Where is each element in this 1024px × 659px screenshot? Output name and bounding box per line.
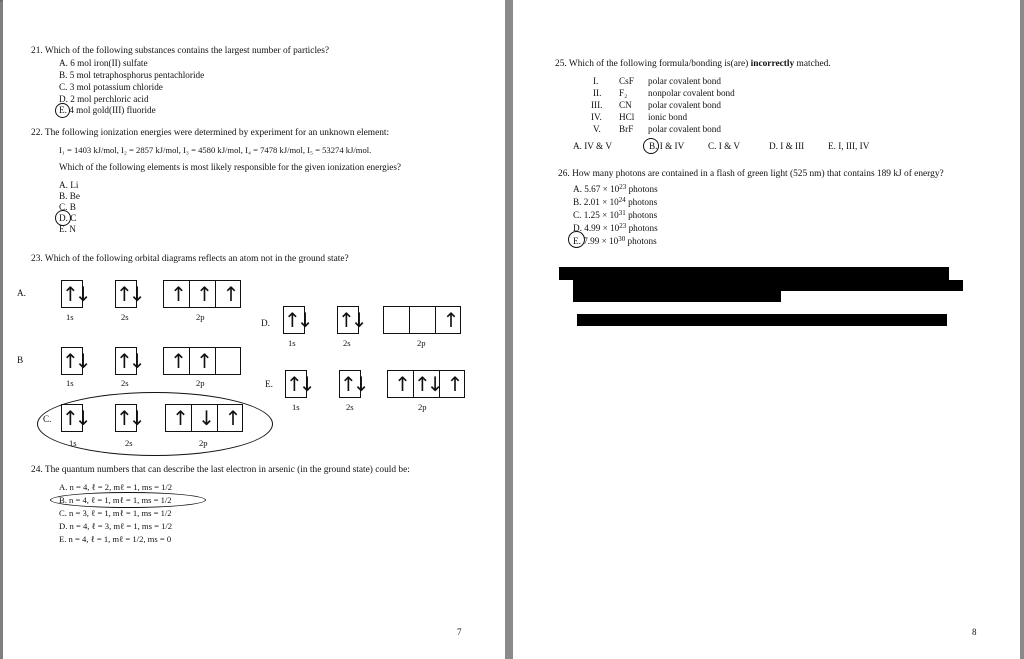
q23-e-2p-box: ↑ ↑↓ ↑ [387,370,465,398]
q26-answer-circle [568,231,585,248]
q23-e-2s-label: 2s [346,402,354,412]
redaction-bar [577,314,947,326]
q23-letter-d: D. [261,318,270,328]
q23-letter-a: A. [17,288,26,298]
q22-question: Which of the following elements is most likely responsible for the given ionization energies? [59,162,401,172]
q25-row-4-num: IV. [591,112,602,122]
page-number-right: 8 [972,627,977,637]
q23-b-2p-box: ↑ ↑ [163,347,241,375]
q23-e-2s-box: ↑↓ [340,372,366,396]
q25-answer-a: A. IV & V [573,141,612,151]
q23-d-2s-label: 2s [343,338,351,348]
q25-row-5-formula: BrF [619,124,634,134]
q25-answer-circle [643,138,659,154]
q23-c-1s-box: ↑↓ [62,406,88,430]
q22-option-a: A. Li [59,180,79,190]
q21-stem: 21. Which of the following substances contains the largest number of particles? [31,46,330,56]
page-gutter [505,0,513,659]
q26-stem: 26. How many photons are contained in a flash of green light (525 nm) that contains 189 kJ of energy? [558,169,944,179]
q25-stem: 25. Which of the following formula/bonding is(are) incorrectly matched. [555,59,831,69]
q25-row-4-formula: HCl [619,112,635,122]
q23-a-2s-box: ↑↓ [116,282,142,306]
q24-option-b: B. n = 4, ℓ = 1, mℓ = 1, ms = 1/2 [59,495,172,505]
page-number-left: 7 [457,627,462,637]
q25-row-2-bond: nonpolar covalent bond [648,88,735,98]
q25-answer-b: B. I & IV [649,141,685,151]
q24-option-a: A. n = 4, ℓ = 2, mℓ = 1, ms = 1/2 [59,482,173,492]
q25-row-5-bond: polar covalent bond [648,124,721,134]
q22-option-d: D. C [59,213,77,223]
q23-answer-ellipse [37,392,273,456]
q23-c-2s-box: ↑↓ [116,406,142,430]
q25-row-1-formula: CsF [619,76,634,86]
q25-row-2-num: II. [593,88,602,98]
q25-row-3-num: III. [591,100,603,110]
q21-answer-circle [55,103,70,118]
q25-answer-d: D. I & III [769,141,805,151]
q25-row-5-num: V. [593,124,601,134]
q23-a-2s-label: 2s [121,312,129,322]
q23-c-2p-label: 2p [199,438,208,448]
q22-option-c: C. B [59,202,76,212]
q26-option-d: D. $4.99 \times 10^{23}$ photons [573,222,658,233]
q23-a-1s-box: ↑↓ [62,282,88,306]
q23-d-2s-box: ↑↓ [338,308,364,332]
q23-d-1s-box: ↑↓ [284,308,310,332]
q21-option-e: E. 4 mol gold(III) fluoride [59,105,156,115]
q26-option-c: C. $1.25 \times 10^{31}$ photons [573,209,658,220]
q24-stem: 24. The quantum numbers that can describe the last electron in arsenic (in the ground state) could be: [31,465,410,475]
q23-c-1s-label: 1s [69,438,77,448]
q25-row-4-bond: ionic bond [648,112,688,122]
q23-c-2s-label: 2s [125,438,133,448]
q23-letter-c: C. [43,414,52,424]
page-edge-right [1020,0,1024,659]
q25-answer-e: E. I, III, IV [828,141,870,151]
q23-letter-e: E. [265,379,273,389]
redaction-bar [573,291,781,302]
q21-option-c: C. 3 mol potassium chloride [59,82,163,92]
q26-option-b: B. $2.01 \times 10^{24}$ photons [573,196,658,207]
q25-answer-c: C. I & V [708,141,740,151]
q22-stem: 22. The following ionization energies were determined by experiment for an unknown element: [31,128,390,138]
q26-option-e: E. $7.99 \times 10^{30}$ photons [573,235,657,246]
q23-d-2p-label: 2p [417,338,426,348]
q25-row-1-bond: polar covalent bond [648,76,721,86]
q24-option-c: C. n = 3, ℓ = 1, mℓ = 1, ms = 1/2 [59,508,172,518]
redaction-bar [573,280,963,291]
q23-d-2p-box: ↑ [383,306,461,334]
q23-b-2p-label: 2p [196,378,205,388]
q23-b-2s-label: 2s [121,378,129,388]
q23-e-1s-box: ↑↓ [286,372,312,396]
q23-a-1s-label: 1s [66,312,74,322]
q23-letter-b: B [17,355,24,365]
q22-energies: I₁ = 1403 kJ/mol, I₂ = 2857 kJ/mol, I₃ = 4580 kJ/mol, I₄ = 7478 kJ/mol, I₅ = 53274 kJ/mol. [59,145,372,155]
q22-option-e: E. N [59,224,76,234]
page-7 [3,0,505,659]
q22-option-b: B. Be [59,191,80,201]
q21-option-b: B. 5 mol tetraphosphorus pentachloride [59,70,205,80]
q21-option-d: D. 2 mol perchloric acid [59,94,149,104]
redaction-bar [559,267,949,280]
q24-answer-ellipse [50,492,206,508]
q24-option-d: D. n = 4, ℓ = 3, mℓ = 1, ms = 1/2 [59,521,173,531]
page-8 [513,0,1020,659]
q24-option-e: E. n = 4, ℓ = 1, mℓ = 1/2, ms = 0 [59,534,172,544]
q26-option-a: A. $5.67 \times 10^{23}$ photons [573,183,658,194]
q23-b-2s-box: ↑↓ [116,349,142,373]
q25-row-1-num: I. [593,76,599,86]
q23-a-2p-label: 2p [196,312,205,322]
q21-option-a: A. 6 mol iron(II) sulfate [59,58,148,68]
q23-e-1s-label: 1s [292,402,300,412]
q23-b-1s-label: 1s [66,378,74,388]
q25-row-3-formula: CN [619,100,632,110]
q23-a-2p-box: ↑ ↑ ↑ [163,280,241,308]
q25-row-3-bond: polar covalent bond [648,100,721,110]
q23-b-1s-box: ↑↓ [62,349,88,373]
q23-e-2p-label: 2p [418,402,427,412]
q22-answer-circle [55,210,71,226]
q25-row-2-formula: F₂ [619,88,628,98]
q23-stem: 23. Which of the following orbital diagrams reflects an atom not in the ground state? [31,254,349,264]
q23-c-2p-box: ↑ ↓ ↑ [165,404,243,432]
q23-d-1s-label: 1s [288,338,296,348]
